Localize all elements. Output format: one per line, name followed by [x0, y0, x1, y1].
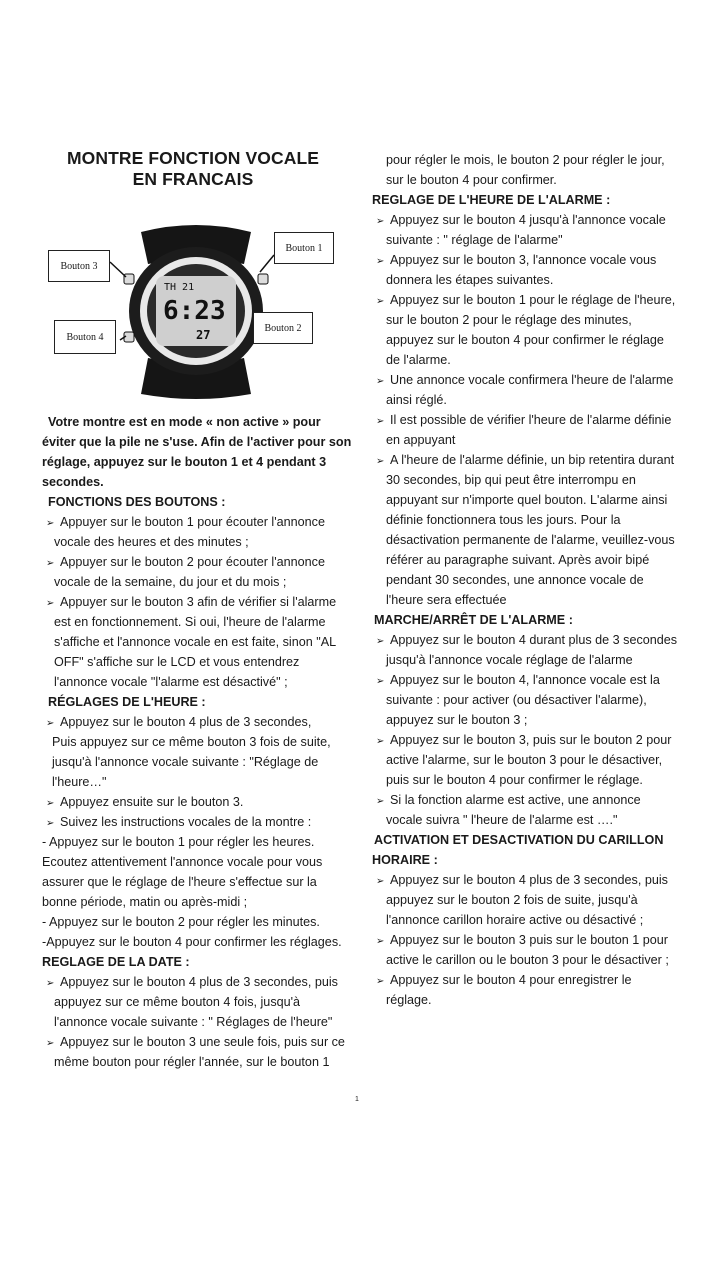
bullet-arrow-icon: ➢ — [46, 798, 55, 809]
text-line-content: Appuyez sur le bouton 4 plus de 3 secondes, — [60, 715, 312, 729]
text-line-content: jusqu'à l'annonce vocale réglage de l'alarme — [386, 653, 633, 667]
right-text-line — [372, 430, 712, 450]
right-text-line — [372, 390, 712, 410]
text-line-content: Si la fonction alarme est active, une annonce — [390, 793, 641, 807]
left-text-line — [42, 1052, 362, 1072]
left-text-line — [42, 432, 362, 452]
text-line-content: Appuyez sur le bouton 3, puis sur le bouton 2 pour — [390, 733, 672, 747]
text-line-content: en appuyant — [386, 433, 456, 447]
right-text-line — [372, 930, 712, 950]
bullet-arrow-icon: ➢ — [376, 416, 385, 427]
text-line-content: REGLAGE DE L'HEURE DE L'ALARME : — [372, 193, 611, 207]
text-line-content: vocale suivra " l'heure de l'alarme est …." — [386, 813, 618, 827]
text-line-content: l'annonce carillon horaire active ou désactivé ; — [386, 913, 644, 927]
text-line-content: vocale des heures et des minutes ; — [54, 535, 249, 549]
text-line-content: OFF" s'affiche sur le LCD et vous entendrez — [54, 655, 300, 669]
left-column — [42, 412, 362, 1072]
text-line-content: assurer que le réglage de l'heure s'effectue sur la — [42, 875, 317, 889]
text-line-content: réglage, appuyez sur le bouton 1 et 4 pendant 3 — [42, 455, 327, 469]
right-text-line — [372, 610, 712, 630]
text-line-content: l'annonce vocale suivante : " Réglages de l'heure" — [54, 1015, 333, 1029]
bullet-arrow-icon: ➢ — [376, 976, 385, 987]
left-text-line — [42, 632, 362, 652]
text-line-content: appuyez sur ce même bouton 4 fois, jusqu'à — [54, 995, 301, 1009]
left-text-line — [42, 412, 362, 432]
text-line-content: Votre montre est en mode « non active » pour — [48, 415, 321, 429]
bullet-arrow-icon: ➢ — [376, 256, 385, 267]
text-line-content: Il est possible de vérifier l'heure de l'alarme définie — [390, 413, 672, 427]
right-text-line — [372, 630, 712, 650]
text-line-content: secondes. — [42, 475, 104, 489]
text-line-content: Puis appuyez sur ce même bouton 3 fois de suite, — [52, 735, 331, 749]
text-line-content: appuyez sur le bouton 3 ; — [386, 713, 528, 727]
right-text-line — [372, 870, 712, 890]
right-text-line — [372, 590, 712, 610]
text-line-content: pour régler le mois, le bouton 2 pour régler le jour, — [386, 153, 665, 167]
text-line-content: Appuyer sur le bouton 1 pour écouter l'annonce — [60, 515, 325, 529]
left-text-line — [42, 972, 362, 992]
bullet-arrow-icon: ➢ — [46, 598, 55, 609]
text-line-content: vocale de la semaine, du jour et du mois ; — [54, 575, 287, 589]
right-text-line — [372, 970, 712, 990]
bullet-arrow-icon: ➢ — [376, 876, 385, 887]
right-text-line — [372, 570, 712, 590]
text-line-content: Appuyer sur le bouton 3 afin de vérifier si l'alarme — [60, 595, 337, 609]
text-line-content: appuyez sur le bouton 2 fois de suite, jusqu'à — [386, 893, 638, 907]
right-text-line — [372, 810, 712, 830]
text-line-content: Appuyez sur le bouton 3, l'annonce vocale vous — [390, 253, 657, 267]
right-text-line — [372, 790, 712, 810]
bullet-arrow-icon: ➢ — [46, 718, 55, 729]
document-title — [40, 148, 346, 190]
watch-lcd-time: 6:23 — [163, 296, 226, 326]
text-line-content: l'heure…" — [52, 775, 107, 789]
right-column — [372, 150, 712, 1010]
text-line-content: désactivation permanente de l'alarme, veuillez-vous — [386, 533, 675, 547]
left-text-line — [42, 912, 362, 932]
left-text-line — [42, 732, 362, 752]
left-text-line — [42, 1012, 362, 1032]
text-line-content: pendant 30 secondes, une annonce vocale de — [386, 573, 644, 587]
text-line-content: Appuyez sur le bouton 4 plus de 3 secondes, puis — [390, 873, 668, 887]
bullet-arrow-icon: ➢ — [46, 1038, 55, 1049]
bullet-arrow-icon: ➢ — [46, 558, 55, 569]
right-text-line — [372, 490, 712, 510]
text-line-content: donnera les étapes suivantes. — [386, 273, 554, 287]
bullet-arrow-icon: ➢ — [376, 736, 385, 747]
text-line-content: jusqu'à l'annonce vocale suivante : "Réglage de — [52, 755, 319, 769]
text-line-content: Appuyez sur le bouton 3 une seule fois, puis sur ce — [60, 1035, 345, 1049]
text-line-content: RÉGLAGES DE L'HEURE : — [48, 695, 206, 709]
text-line-content: FONCTIONS DES BOUTONS : — [48, 495, 226, 509]
left-text-line — [42, 532, 362, 552]
watch-figure — [46, 222, 346, 402]
right-text-line — [372, 730, 712, 750]
watch-lcd-bottom: 27 — [196, 328, 211, 342]
callout-bouton-3: Bouton 3 — [48, 250, 110, 282]
title-line-2: EN FRANCAIS — [132, 169, 254, 189]
text-line-content: active l'alarme, sur le bouton 3 pour le désactiver, — [386, 753, 663, 767]
left-text-line — [42, 932, 362, 952]
text-line-content: appuyant sur n'importe quel bouton. L'alarme ainsi — [386, 493, 668, 507]
text-line-content: Appuyez ensuite sur le bouton 3. — [60, 795, 244, 809]
text-line-content: Appuyez sur le bouton 4, l'annonce vocale est la — [390, 673, 660, 687]
right-text-line — [372, 150, 712, 170]
right-text-line — [372, 890, 712, 910]
right-text-line — [372, 710, 712, 730]
right-text-line — [372, 950, 712, 970]
text-line-content: Ecoutez attentivement l'annonce vocale pour vous — [42, 855, 323, 869]
left-text-line — [42, 672, 362, 692]
left-text-line — [42, 792, 362, 812]
right-text-line — [372, 350, 712, 370]
bullet-arrow-icon: ➢ — [46, 518, 55, 529]
bullet-arrow-icon: ➢ — [376, 676, 385, 687]
text-line-content: est en fonctionnement. Si oui, l'heure de l'alarme — [54, 615, 326, 629]
text-line-content: - Appuyez sur le bouton 2 pour régler les minutes. — [42, 915, 320, 929]
right-text-line — [372, 450, 712, 470]
text-line-content: référer au paragraphe suivant. Après avoir bipé — [386, 553, 650, 567]
right-text-line — [372, 230, 712, 250]
right-text-line — [372, 910, 712, 930]
left-text-line — [42, 852, 362, 872]
text-line-content: suivante : " réglage de l'alarme" — [386, 233, 563, 247]
right-text-line — [372, 250, 712, 270]
bullet-arrow-icon: ➢ — [376, 376, 385, 387]
text-line-content: Appuyez sur le bouton 4 pour enregistrer le — [390, 973, 632, 987]
left-text-line — [42, 752, 362, 772]
text-line-content: Appuyez sur le bouton 4 plus de 3 secondes, puis — [60, 975, 338, 989]
left-text-line — [42, 812, 362, 832]
text-line-content: Suivez les instructions vocales de la montre : — [60, 815, 312, 829]
bullet-arrow-icon: ➢ — [376, 216, 385, 227]
right-text-line — [372, 270, 712, 290]
left-text-line — [42, 652, 362, 672]
right-text-line — [372, 410, 712, 430]
left-text-line — [42, 872, 362, 892]
right-text-line — [372, 670, 712, 690]
callout-bouton-4: Bouton 4 — [54, 320, 116, 354]
left-text-line — [42, 492, 362, 512]
left-text-line — [42, 692, 362, 712]
text-line-content: Appuyer sur le bouton 2 pour écouter l'annonce — [60, 555, 325, 569]
text-line-content: suivante : pour activer (ou désactiver l'alarme), — [386, 693, 647, 707]
text-line-content: active le carillon ou le bouton 3 pour le désactiver ; — [386, 953, 669, 967]
callout-bouton-2: Bouton 2 — [253, 312, 313, 344]
text-line-content: s'affiche et l'annonce vocale en est faite, sinon "AL — [54, 635, 337, 649]
bullet-arrow-icon: ➢ — [376, 936, 385, 947]
right-text-line — [372, 370, 712, 390]
right-text-line — [372, 770, 712, 790]
text-line-content: Appuyez sur le bouton 4 jusqu'à l'annonce vocale — [390, 213, 666, 227]
page-number: 1 — [355, 1096, 359, 1103]
text-line-content: Appuyez sur le bouton 4 durant plus de 3 secondes — [390, 633, 678, 647]
right-text-line — [372, 210, 712, 230]
text-line-content: -Appuyez sur le bouton 4 pour confirmer les réglages. — [42, 935, 342, 949]
right-text-line — [372, 750, 712, 770]
text-line-content: définie fonctionnera tous les jours. Pour la — [386, 513, 621, 527]
text-line-content: bonne période, matin ou après-midi ; — [42, 895, 248, 909]
text-line-content: puis sur le bouton 4 pour confirmer le réglage. — [386, 773, 643, 787]
bullet-arrow-icon: ➢ — [376, 296, 385, 307]
right-text-line — [372, 830, 712, 850]
right-text-line — [372, 530, 712, 550]
right-text-line — [372, 170, 712, 190]
text-line-content: l'annonce vocale "l'alarme est désactivé" ; — [54, 675, 288, 689]
title-line-1: MONTRE FONCTION VOCALE — [66, 148, 320, 168]
text-line-content: - Appuyez sur le bouton 1 pour régler les heures. — [42, 835, 315, 849]
left-text-line — [42, 1032, 362, 1052]
right-text-line — [372, 990, 712, 1010]
text-line-content: MARCHE/ARRÊT DE L'ALARME : — [374, 613, 573, 627]
text-line-content: ainsi réglé. — [386, 393, 447, 407]
watch-lcd-top: TH 21 — [164, 282, 195, 293]
left-text-line — [42, 832, 362, 852]
bullet-arrow-icon: ➢ — [46, 978, 55, 989]
text-line-content: Appuyez sur le bouton 1 pour le réglage de l'heure, — [390, 293, 676, 307]
right-text-line — [372, 550, 712, 570]
bullet-arrow-icon: ➢ — [376, 456, 385, 467]
right-text-line — [372, 650, 712, 670]
text-line-content: A l'heure de l'alarme définie, un bip retentira durant — [390, 453, 675, 467]
right-text-line — [372, 690, 712, 710]
left-text-line — [42, 452, 362, 472]
left-text-line — [42, 612, 362, 632]
left-text-line — [42, 472, 362, 492]
bullet-arrow-icon: ➢ — [376, 636, 385, 647]
left-text-line — [42, 712, 362, 732]
text-line-content: ACTIVATION ET DESACTIVATION DU CARILLON — [374, 833, 664, 847]
text-line-content: Une annonce vocale confirmera l'heure de l'alarme — [390, 373, 674, 387]
right-text-line — [372, 310, 712, 330]
left-text-line — [42, 592, 362, 612]
right-text-line — [372, 510, 712, 530]
left-text-line — [42, 512, 362, 532]
bullet-arrow-icon: ➢ — [376, 796, 385, 807]
text-line-content: réglage. — [386, 993, 432, 1007]
text-line-content: Appuyez sur le bouton 3 puis sur le bouton 1 pour — [390, 933, 668, 947]
left-text-line — [42, 552, 362, 572]
right-text-line — [372, 330, 712, 350]
left-text-line — [42, 992, 362, 1012]
left-text-line — [42, 892, 362, 912]
right-text-line — [372, 190, 712, 210]
left-text-line — [42, 772, 362, 792]
text-line-content: sur le bouton 2 pour le réglage des minutes, — [386, 313, 632, 327]
text-line-content: appuyez sur le bouton 4 pour confirmer le réglage — [386, 333, 664, 347]
text-line-content: éviter que la pile ne s'use. Afin de l'activer pour son — [42, 435, 352, 449]
right-text-line — [372, 290, 712, 310]
text-line-content: de l'alarme. — [386, 353, 451, 367]
text-line-content: 30 secondes, bip qui peut être interrompu en — [386, 473, 636, 487]
right-text-line — [372, 850, 712, 870]
left-text-line — [42, 572, 362, 592]
right-text-line — [372, 470, 712, 490]
text-line-content: REGLAGE DE LA DATE : — [42, 955, 190, 969]
text-line-content: l'heure sera effectuée — [386, 593, 507, 607]
callout-bouton-1: Bouton 1 — [274, 232, 334, 264]
text-line-content: sur le bouton 4 pour confirmer. — [386, 173, 557, 187]
text-line-content: HORAIRE : — [372, 853, 438, 867]
left-text-line — [42, 952, 362, 972]
bullet-arrow-icon: ➢ — [46, 818, 55, 829]
text-line-content: même bouton pour régler l'année, sur le bouton 1 — [54, 1055, 330, 1069]
